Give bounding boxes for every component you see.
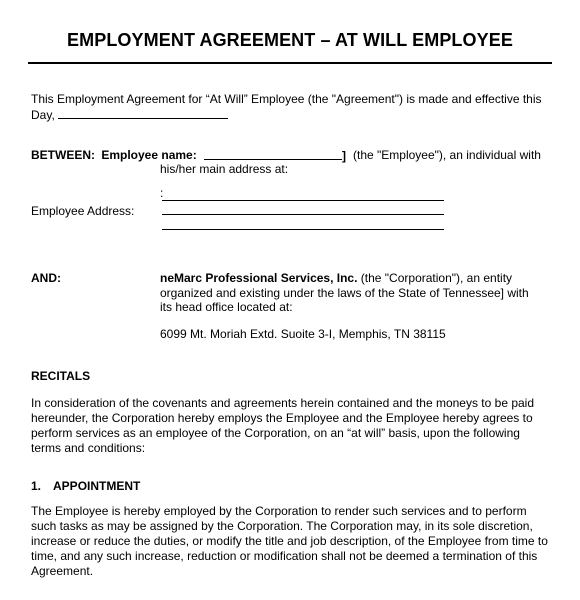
address-line-3[interactable] [162,229,444,230]
employee-name-field[interactable] [204,148,346,163]
section-1-line: time, and any such increase, reduction or modification shall not be deemed a termination of this [31,549,538,563]
effective-date-blank[interactable] [58,107,228,119]
corp-line-3: its head office located at: [160,300,293,314]
employee-name-bracket: ] [342,149,346,163]
employee-address-label: Employee Address: [31,204,135,218]
section-1-line: The Employee is hereby employed by the Corporation to render such services and to perform [31,504,527,518]
section-1-line: such tasks as may be assigned by the Corporation. The Corporation may, in its sole discretion, [31,519,533,533]
section-1-line: increase or reduce the duties, or modify the title and job description, of the Employee from time to [31,534,548,548]
address-line-1[interactable] [162,200,444,201]
employee-name-label: Employee name: [101,148,197,162]
corp-role-text: (the "Corporation"), an entity [360,271,513,285]
between-row [31,148,197,162]
corp-name: neMarc Professional Services, Inc. [160,271,358,285]
document-title: EMPLOYMENT AGREEMENT – AT WILL EMPLOYEE [67,30,513,50]
recitals-line: perform services as an employee of the Corporation, on an “at will” basis, upon the following [31,426,520,440]
intro-day-label: Day, [31,108,55,122]
intro-line-2 [31,107,228,122]
recitals-line: terms and conditions: [31,441,146,455]
title-divider [28,62,552,64]
between-label: BETWEEN: [31,148,95,162]
section-1-paragraph [31,504,553,579]
corp-line-2: organized and existing under the laws of the State of Tennessee] with [160,286,529,300]
address-colon: : [160,186,164,200]
recitals-line: In consideration of the covenants and agreements herein contained and the moneys to be paid [31,396,535,410]
corp-address: 6099 Mt. Moriah Extd. Suoite 3-I, Memphis, TN 38115 [160,327,446,341]
section-1-title: APPOINTMENT [53,479,141,493]
intro-line-1: This Employment Agreement for “At Will” Employee (the "Agreement") is made and effective this [31,92,542,106]
corp-line-1 [160,271,512,285]
employee-name-blank[interactable] [204,148,342,160]
recitals-paragraph [31,396,553,456]
recitals-line: hereunder, the Corporation hereby employs the Employee and the Employee hereby agrees to [31,411,533,425]
employee-address-intro: his/her main address at: [160,162,289,176]
employee-role-text: (the "Employee"), an individual with [353,148,541,162]
recitals-heading: RECITALS [31,369,91,383]
address-line-2[interactable] [162,214,444,215]
section-1-line: Agreement. [31,564,94,578]
section-1-number: 1. [31,479,42,493]
section-1-heading [31,479,140,493]
and-label: AND: [31,271,61,285]
